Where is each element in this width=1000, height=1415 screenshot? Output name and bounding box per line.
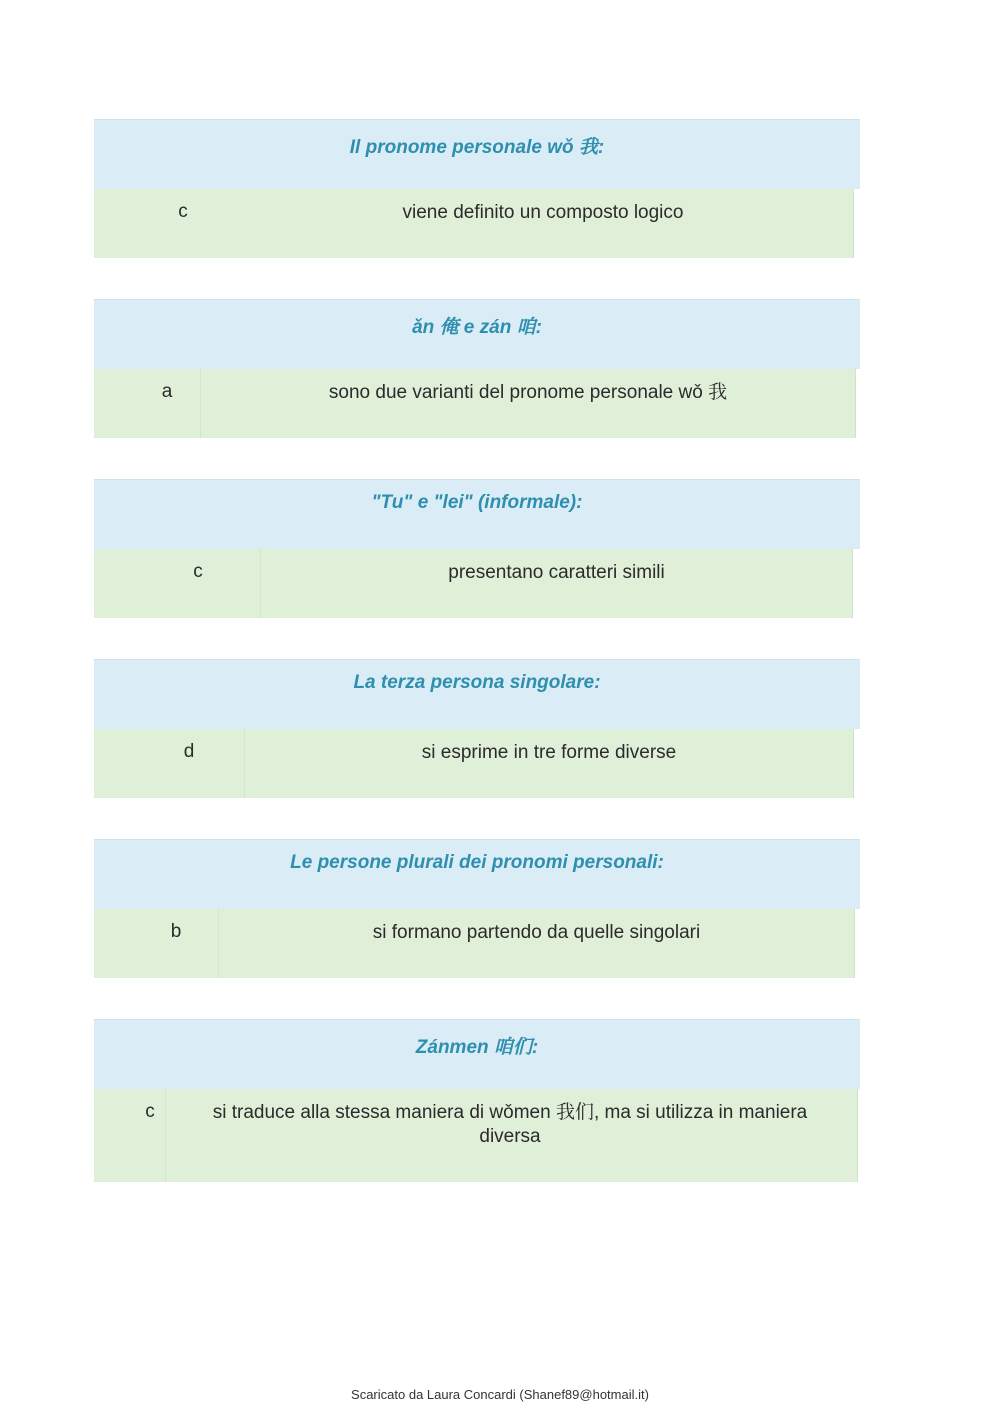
download-footer: Scaricato da Laura Concardi (Shanef89@hotmail.it) bbox=[351, 1387, 649, 1402]
answer-text: si esprime in tre forme diverse bbox=[421, 742, 677, 763]
question-title: ǎn 俺 e zán 咱: bbox=[412, 317, 542, 338]
answer-text: si traduce alla stessa maniera di wǒmen 我们, ma si utilizza in maniera diversa bbox=[212, 1102, 808, 1147]
question-header bbox=[94, 1019, 860, 1089]
question-header bbox=[94, 659, 860, 729]
question-title: Zánmen 咱们: bbox=[415, 1037, 539, 1058]
answer-row bbox=[94, 909, 855, 978]
question-block bbox=[94, 1019, 860, 1182]
question-header bbox=[94, 299, 860, 369]
question-block bbox=[94, 479, 860, 618]
answer-divider bbox=[165, 1089, 166, 1182]
answer-letter: c bbox=[193, 561, 203, 582]
question-block bbox=[94, 119, 860, 258]
answer-letter: c bbox=[145, 1101, 155, 1122]
answer-row bbox=[94, 1089, 858, 1182]
question-block bbox=[94, 299, 860, 438]
answer-row bbox=[94, 729, 854, 798]
answer-divider bbox=[260, 549, 261, 618]
answer-text: si formano partendo da quelle singolari bbox=[372, 922, 701, 943]
answer-row bbox=[94, 549, 853, 618]
question-header bbox=[94, 119, 860, 189]
question-title: "Tu" e "lei" (informale): bbox=[371, 492, 583, 513]
question-title: Il pronome personale wǒ 我: bbox=[349, 137, 605, 158]
answer-letter: d bbox=[183, 741, 195, 762]
answer-row bbox=[94, 189, 854, 258]
question-block bbox=[94, 659, 860, 798]
answer-text: presentano caratteri simili bbox=[448, 562, 665, 583]
answer-divider bbox=[244, 729, 245, 798]
question-header bbox=[94, 839, 860, 909]
answer-letter: a bbox=[161, 381, 173, 402]
question-header bbox=[94, 479, 860, 549]
answer-text: viene definito un composto logico bbox=[402, 202, 684, 223]
question-block bbox=[94, 839, 860, 978]
answer-divider bbox=[200, 369, 201, 438]
question-title: La terza persona singolare: bbox=[353, 672, 601, 693]
answer-row bbox=[94, 369, 856, 438]
answer-text: sono due varianti del pronome personale wǒ 我 bbox=[328, 382, 728, 403]
answer-divider bbox=[218, 909, 219, 978]
answer-letter: c bbox=[178, 201, 188, 222]
answer-letter: b bbox=[170, 921, 182, 942]
question-title: Le persone plurali dei pronomi personali: bbox=[290, 852, 664, 873]
